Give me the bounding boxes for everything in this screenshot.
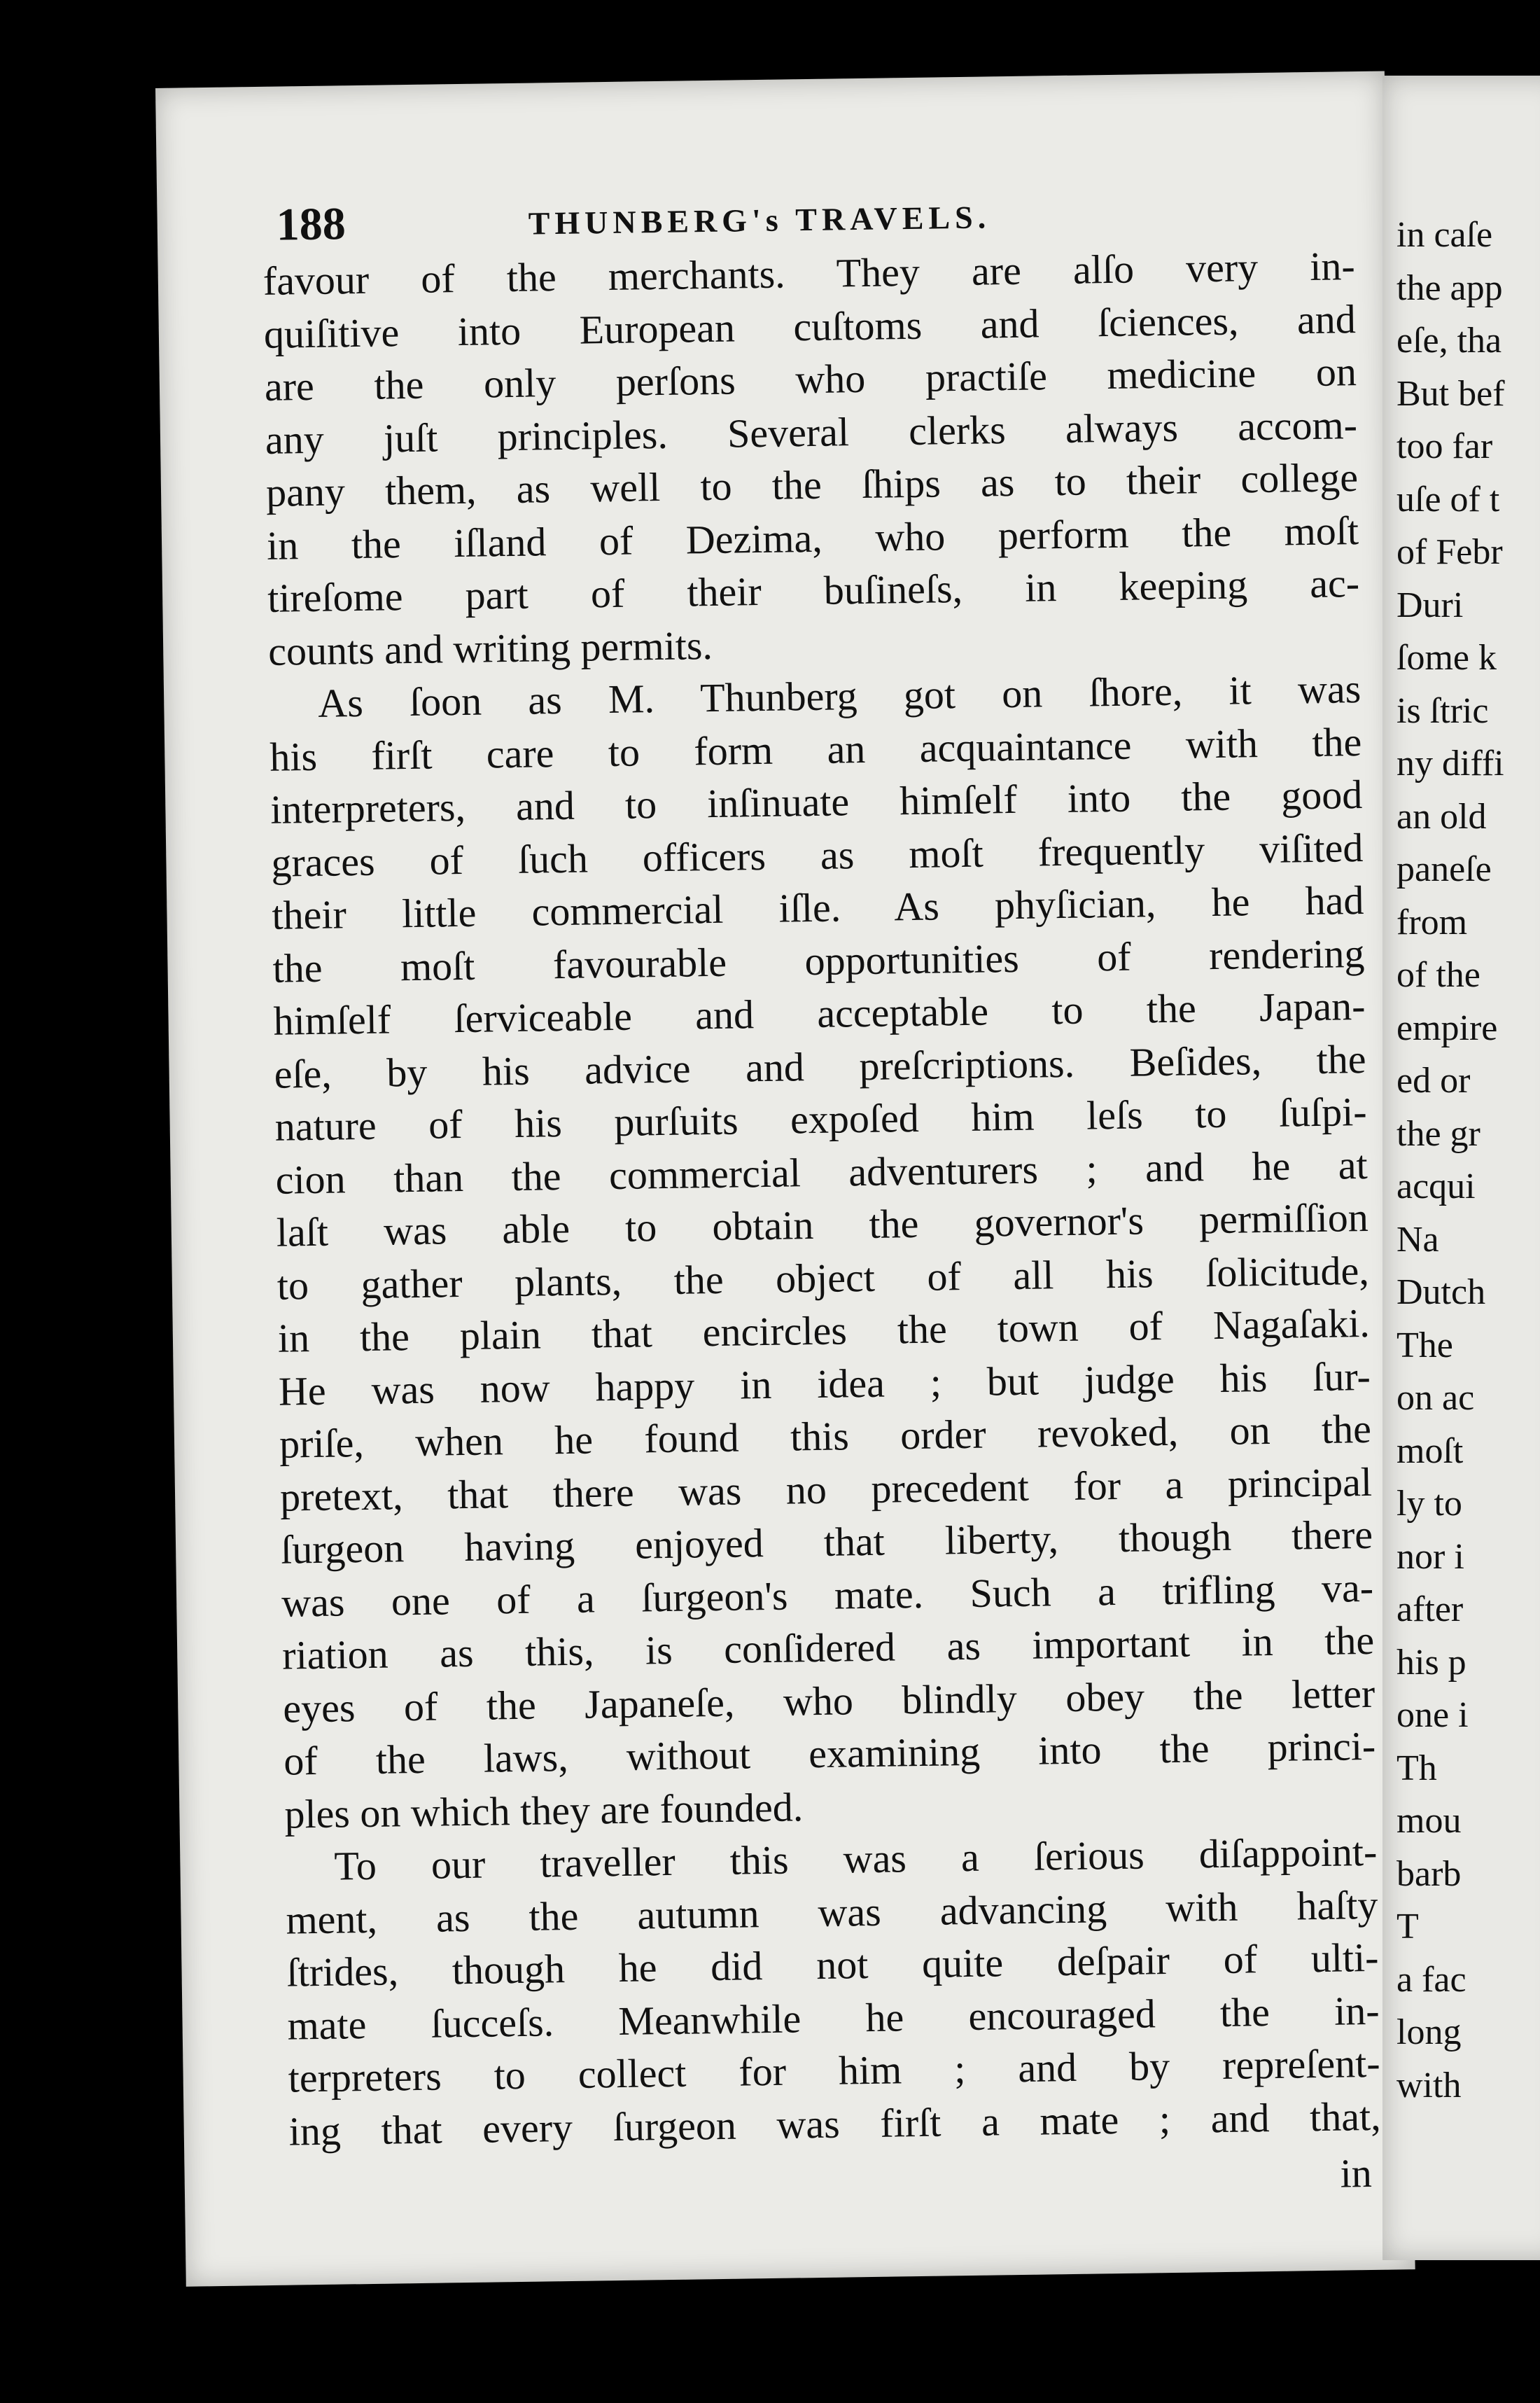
text-line: To our traveller this was a ſerious diſappoint-: [334, 1828, 1378, 1889]
text-line: As ſoon as M. Thunberg got on ſhore, it was: [317, 666, 1362, 726]
text-fragment: the app: [1396, 267, 1503, 308]
text-line: ing that every ſurgeon was firſt a mate ; and that,: [288, 2093, 1382, 2154]
text-line: any juſt principles. Several clerks always accom-: [265, 401, 1358, 463]
text-line: laſt was able to obtain the governor's permiſſion: [276, 1194, 1369, 1255]
text-line: pany them, as well to the ſhips as to their college: [265, 454, 1359, 515]
text-fragment: Na: [1396, 1219, 1439, 1260]
text-line: nature of his purſuits expoſed him leſs to ſuſpi-: [274, 1088, 1368, 1150]
text-fragment: ed or: [1396, 1061, 1471, 1101]
text-line: was one of a ſurgeon's mate. Such a trifling va-: [281, 1564, 1374, 1626]
text-fragment: Th: [1396, 1748, 1437, 1788]
text-fragment: nor i: [1396, 1536, 1464, 1577]
text-fragment: from: [1396, 902, 1468, 942]
text-fragment: his p: [1396, 1642, 1466, 1683]
body-text: [262, 239, 1381, 2158]
page-number: 188: [276, 198, 346, 251]
text-line: in the iſland of Dezima, who perform the moſt: [266, 507, 1359, 569]
text-line: ment, as the autumn was advancing with haſty: [286, 1881, 1378, 1943]
text-fragment: moſt: [1396, 1430, 1464, 1471]
text-fragment: Duri: [1396, 585, 1464, 625]
text-line: their little commercial iſle. As phyſician, he had: [272, 877, 1364, 938]
text-line: to gather plants, the object of all his ſolicitude,: [276, 1247, 1370, 1309]
text-fragment: is ſtric: [1396, 690, 1489, 731]
right-page-text-fragments: [1396, 209, 1540, 2112]
text-line: He was now happy in idea ; but judge his ſur-: [278, 1353, 1371, 1414]
text-line: pretext, that there was no precedent for a principal: [279, 1458, 1373, 1520]
text-fragment: ny diffi: [1396, 744, 1504, 783]
text-fragment: an old: [1396, 796, 1487, 837]
text-fragment: The: [1396, 1325, 1453, 1365]
text-line: counts and writing permits.: [267, 622, 713, 674]
text-line: of the laws, without examining into the princi-: [283, 1722, 1376, 1784]
text-line: ples on which they are founded.: [284, 1783, 804, 1837]
text-fragment: T: [1396, 1907, 1419, 1946]
text-line: priſe, when he found this order revoked, on the: [279, 1405, 1372, 1467]
text-fragment: too far: [1396, 426, 1493, 466]
text-line: his firſt care to form an acquaintance with the: [269, 718, 1362, 780]
text-fragment: barb: [1396, 1853, 1462, 1894]
text-line: ſurgeon having enjoyed that liberty, though there: [280, 1511, 1373, 1573]
text-fragment: uſe of t: [1396, 479, 1500, 520]
text-line: ſtrides, though he did not quite deſpair of ulti-: [286, 1934, 1379, 1995]
text-line: eyes of the Japaneſe, who blindly obey the letter: [282, 1670, 1376, 1732]
text-fragment: empire: [1396, 1008, 1498, 1048]
text-fragment: with: [1396, 2065, 1462, 2105]
text-fragment: the gr: [1396, 1113, 1480, 1154]
text-fragment: acqui: [1396, 1166, 1476, 1206]
text-line: in the plain that encircles the town of Nagaſaki.: [277, 1300, 1371, 1361]
catchword: in: [1340, 2150, 1373, 2196]
text-fragment: of the: [1396, 955, 1480, 995]
running-head: THUNBERG's TRAVELS.: [528, 199, 991, 242]
text-line: quiſitive into European cuſtoms and ſciences, and: [263, 295, 1357, 357]
text-fragment: Dutch: [1396, 1272, 1486, 1312]
text-line: graces of ſuch officers as moſt frequently viſited: [271, 824, 1364, 886]
text-line: the moſt favourable opportunities of rendering: [272, 930, 1365, 991]
text-fragment: ly to: [1396, 1484, 1462, 1524]
text-fragment: on ac: [1396, 1378, 1475, 1418]
text-fragment: of Febr: [1396, 532, 1503, 572]
text-fragment: ſome k: [1396, 638, 1497, 678]
text-line: terpreters to collect for him ; and by repreſent-: [288, 2040, 1381, 2101]
text-line: riation as this, is conſidered as important in the: [281, 1617, 1375, 1678]
text-fragment: But bef: [1396, 373, 1505, 414]
text-line: mate ſucceſs. Meanwhile he encouraged the in-: [287, 1987, 1380, 2049]
text-line: favour of the merchants. They are alſo very in-: [262, 243, 1356, 304]
text-fragment: after: [1396, 1589, 1464, 1629]
text-line: tireſome part of their buſineſs, in keeping ac-: [267, 560, 1360, 621]
text-fragment: mou: [1396, 1801, 1462, 1841]
text-line: cion than the commercial adventurers ; and he at: [275, 1141, 1368, 1203]
text-line: eſe, by his advice and preſcriptions. Beſides, the: [274, 1036, 1366, 1097]
text-fragment: in caſe: [1396, 215, 1493, 255]
text-fragment: eſe, tha: [1396, 321, 1502, 361]
text-fragment: a fac: [1396, 1959, 1466, 2000]
text-line: are the only perſons who practiſe medicine on: [264, 349, 1357, 410]
text-line: himſelf ſerviceable and acceptable to the Japan-: [273, 982, 1366, 1044]
text-fragment: paneſe: [1396, 849, 1492, 889]
right-book-page-edge: [1382, 76, 1540, 2260]
left-book-page: [155, 71, 1415, 2286]
text-line: interpreters, and to inſinuate himſelf into the good: [270, 772, 1363, 833]
text-fragment: long: [1396, 2012, 1462, 2052]
text-fragment: one i: [1396, 1695, 1469, 1735]
